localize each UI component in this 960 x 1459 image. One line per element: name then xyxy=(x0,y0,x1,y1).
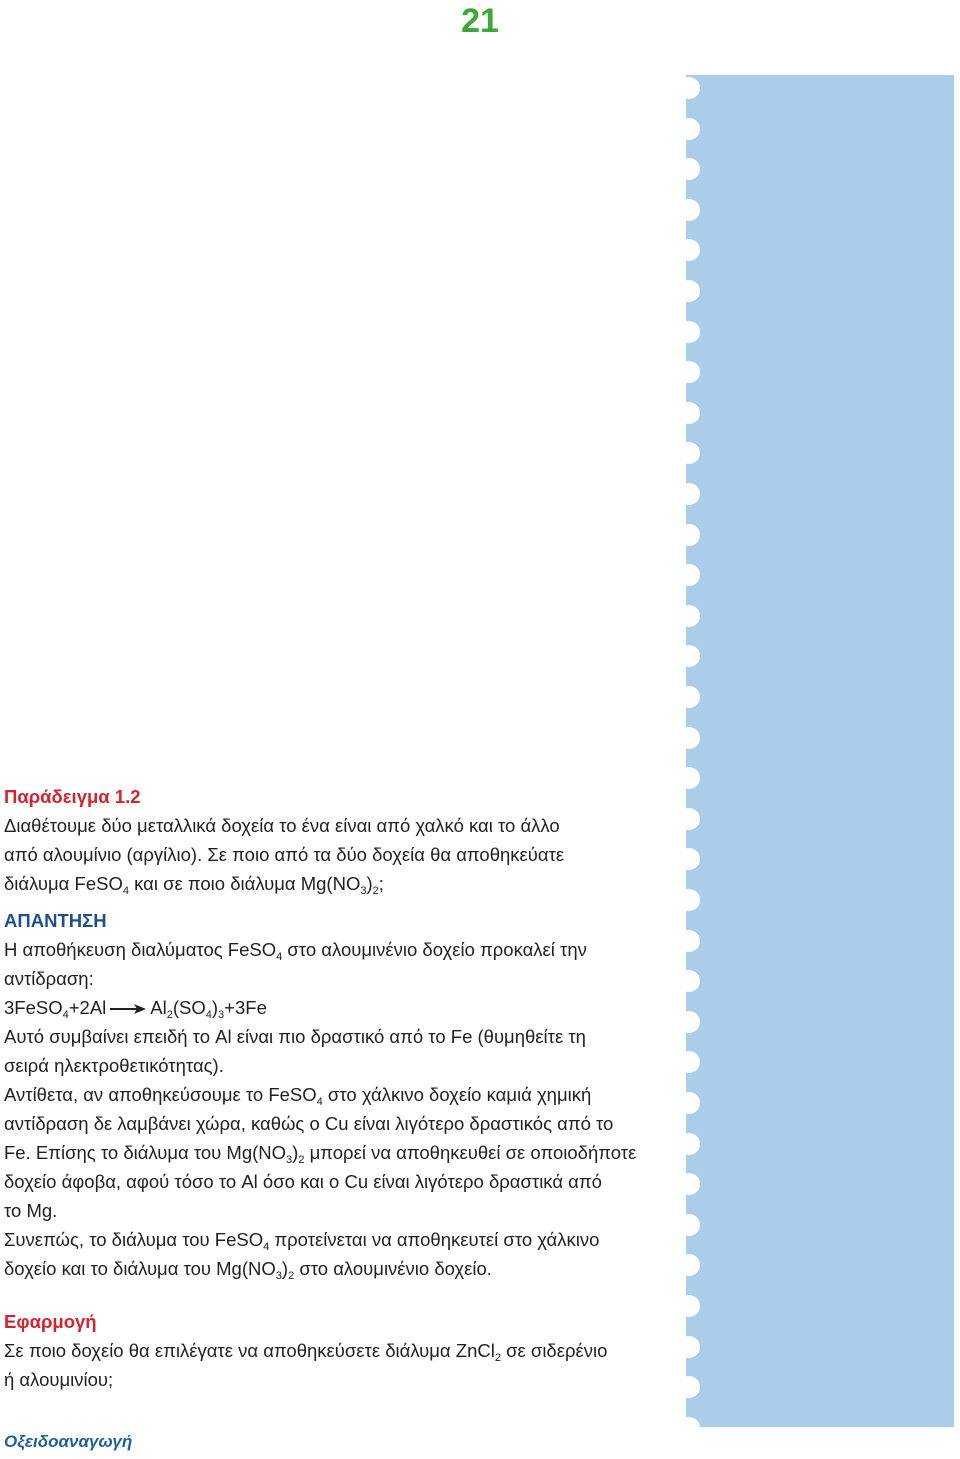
notepad-hole xyxy=(686,1254,700,1276)
application-title: Εφαρμογή xyxy=(4,1311,97,1332)
notepad-hole xyxy=(686,767,700,789)
notepad-hole xyxy=(686,1376,700,1398)
notepad-hole xyxy=(686,605,700,627)
answer-line-5: Αντίθετα, αν αποθηκεύσουμε το FeSO$_4$ στο χάλκινο δοχείο καμιά χημική xyxy=(4,1084,592,1108)
notepad-hole xyxy=(686,727,700,749)
answer-line-6: αντίδραση δε λαμβάνει χώρα, καθώς ο Cu είναι λιγότερο δραστικός από το xyxy=(4,1113,614,1134)
notepad-hole xyxy=(686,1133,700,1155)
notepad-decoration xyxy=(686,75,954,1427)
notepad-hole xyxy=(686,239,700,261)
question-line-3: διάλυμα FeSO$_4$ και σε ποιο διάλυμα $Mg(NO_3)_2$; xyxy=(4,873,384,897)
notepad-hole xyxy=(686,970,700,992)
notepad-hole xyxy=(686,77,700,99)
example-title: Παράδειγμα 1.2 xyxy=(4,786,141,807)
notepad-hole xyxy=(686,402,700,424)
answer-line-2: αντίδραση: xyxy=(4,968,94,989)
notepad-hole xyxy=(686,280,700,302)
notepad-hole xyxy=(686,118,700,140)
notepad-hole xyxy=(686,1051,700,1073)
page-number: 21 xyxy=(461,2,499,40)
answer-line-4: σειρά ηλεκτροθετικότητας). xyxy=(4,1055,224,1076)
notepad-hole xyxy=(686,483,700,505)
notepad-hole xyxy=(686,1011,700,1033)
answer-line-11: δοχείο και το διάλυμα του $Mg(NO_3)_2$ στο αλουμινένιο δοχείο. xyxy=(4,1258,492,1282)
answer-line-1: Η αποθήκευση διαλύματος FeSO$_4$ στο αλουμινένιο δοχείο προκαλεί την xyxy=(4,939,587,963)
notepad-hole xyxy=(686,1092,700,1114)
notepad-hole xyxy=(686,686,700,708)
notepad-hole xyxy=(686,1295,700,1317)
notepad-hole xyxy=(686,889,700,911)
reaction-equation: 3FeSO$_4$+2Al $Al_2(SO_4)_3+3Fe$ xyxy=(4,997,267,1021)
notepad-hole xyxy=(686,361,700,383)
answer-line-8: δοχείο άφοβα, αφού τόσο το Al όσο και ο Cu είναι λιγότερο δραστικά από xyxy=(4,1171,602,1192)
answer-title: ΑΠΑΝΤΗΣΗ xyxy=(4,910,107,931)
reaction-arrow-icon xyxy=(108,1003,148,1015)
answer-line-3: Αυτό συμβαίνει επειδή το Al είναι πιο δραστικό από το Fe (θυμηθείτε τη xyxy=(4,1026,586,1047)
notepad-hole xyxy=(686,848,700,870)
main-content xyxy=(4,782,672,1394)
question-line-2: από αλουμίνιο (αργίλιο). Σε ποιο από τα δύο δοχεία θα αποθηκεύατε xyxy=(4,844,565,865)
application-line-2: ή αλουμινίου; xyxy=(4,1369,114,1390)
notepad-hole xyxy=(686,930,700,952)
notepad-hole xyxy=(686,524,700,546)
notepad-hole xyxy=(686,199,700,221)
notepad-hole xyxy=(686,1417,700,1427)
footer-chapter-title: Οξειδοαναγωγή xyxy=(4,1432,133,1451)
answer-line-9: το Mg. xyxy=(4,1200,58,1221)
notepad-hole xyxy=(686,808,700,830)
answer-line-7: Fe. Επίσης το διάλυμα του $Mg(NO_3)_2$ μπορεί να αποθηκευθεί σε οποιοδήποτε xyxy=(4,1142,637,1166)
answer-line-10: Συνεπώς, το διάλυμα του FeSO$_4$ προτείνεται να αποθηκευτεί στο χάλκινο xyxy=(4,1229,600,1253)
notepad-hole xyxy=(686,1173,700,1195)
notepad-hole xyxy=(686,1214,700,1236)
notepad-hole xyxy=(686,158,700,180)
notepad-hole xyxy=(686,1336,700,1358)
question-line-1: Διαθέτουμε δύο μεταλλικά δοχεία το ένα είναι από χαλκό και το άλλο xyxy=(4,815,560,836)
notepad-hole xyxy=(686,645,700,667)
application-line-1: Σε ποιο δοχείο θα επιλέγατε να αποθηκεύσετε διάλυμα ZnCl$_2$ σε σιδερένιο xyxy=(4,1340,608,1364)
notepad-hole xyxy=(686,321,700,343)
notepad-hole xyxy=(686,442,700,464)
notepad-hole xyxy=(686,564,700,586)
